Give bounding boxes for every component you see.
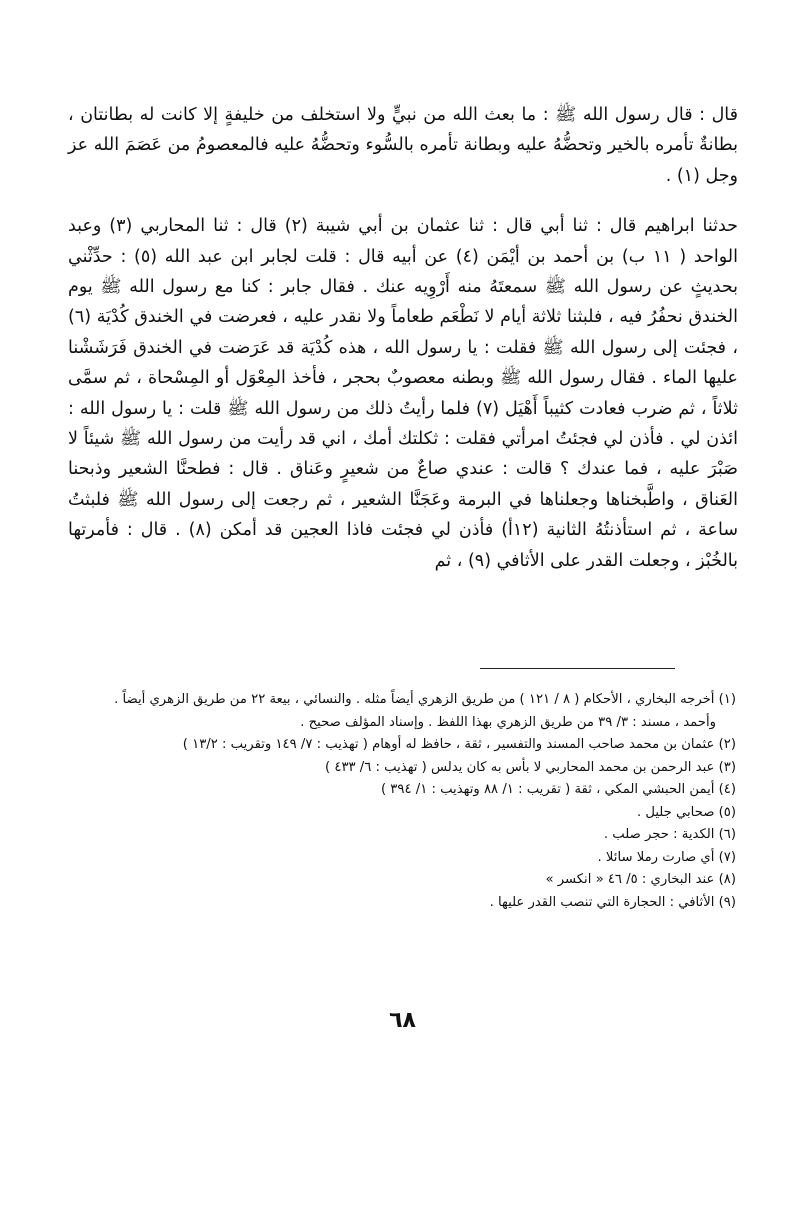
page-number: ٦٨: [389, 1008, 416, 1033]
footnote-2: (٢) عثمان بن محمد صاحب المسند والتفسير ، ثقة ، حافظ له أوهام ( تهذيب : ٧/ ١٤٩ وتقريب : ١٣/٢ ): [182, 737, 736, 752]
footnote-1: (١) أخرجه البخاري ، الأحكام ( ٨ / ١٢١ ) من طريق الزهري أيضاً مثله . والنسائي ، بيعة ٢٢ من طريق الزهري أيضاً .: [114, 692, 736, 707]
main-text-block: [68, 100, 738, 576]
footnote-8: (٨) عند البخاري : ٥/ ٤٦ « انكسر »: [545, 872, 736, 887]
footnote-4: (٤) أيمن الحبشي المكي ، ثقة ( تقريب : ١/ ٨٨ وتهذيب : ١/ ٣٩٤ ): [380, 782, 736, 797]
footnotes-section: [68, 689, 736, 914]
paragraph-khandaq-narration: حدثنا ابراهيم قال : ثنا أبي قال : ثنا عثمان بن أبي شيبة (٢) قال : ثنا المحاربي (٣) وعبد الواحد ( ١١ ب) بن أحمد بن أيْمَن (٤) عن أبيه قال : قلت لجابر ابن عبد الله (٥) : حدِّثْني بحديثٍ عن رسول الله ﷺ سمعتَهُ منه أَرْوِيه عنك . فقال جابر : كنا مع رسول الله ﷺ يوم الخندق نحفُرُ فيه ، فلبثنا ثلاثة أيام لا نَطْعَم طعاماً ولا نقدر عليه ، فعرضت في الخندق كُدْيَة (٦) ، فجئت إلى رسول الله ﷺ فقلت : يا رسول الله ، هذه كُدْيَة قد عَرَضت في الخندق فَرَشَشْنا عليها الماء . فقال رسول الله ﷺ وبطنه معصوبٌ بحجر ، فأخذ المِعْوَل أو المِسْحاة ، ثم سمَّى ثلاثاً ، ثم ضرب فعادت كثيباً أَهْيَل (٧) فلما رأيتُ ذلك من رسول الله ﷺ قلت : يا رسول الله : ائذن لي . فأذن لي فجئتُ امرأتي فقلت : ثكلتك أمك ، اني قد رأيت من رسول الله ﷺ شيئاً لا صَبْرَ عليه ، فما عندك ؟ قالت : عندي صاعٌ من شعيرٍ وعَناق . قال : فطحنَّا الشعير وذبحنا العَناق ، واطَّبخناها وجعلناها في البرمة وعَجَنَّا الشعير ، ثم رجعت إلى رسول الله ﷺ فلبثتُ ساعة ، ثم استأذنتُهُ الثانية (١٢أ) فأذن لي فجئت فاذا العجين قد أمكن (٨) . قال : فأمرتها بالخُبْز ، وجعلت القدر على الأثافي (٩) ، ثم: [68, 216, 739, 571]
footnote-1-continuation: وأحمد ، مسند : ٣/ ٣٩ من طريق الزهري بهذا اللفظ . وإسناد المؤلف صحيح .: [300, 714, 716, 730]
footnote-6: (٦) الكدية : حجر صلب .: [603, 827, 736, 842]
footnote-7: (٧) أي صارت رملا سائلا .: [597, 849, 736, 865]
footnote-9: (٩) الأثافي : الحجارة التي تنصب القدر عليها .: [489, 894, 736, 910]
footnote-5: (٥) صحابي جليل .: [636, 804, 736, 820]
footnote-separator: [480, 668, 675, 669]
footnote-3: (٣) عبد الرحمن بن محمد المحاربي لا بأس به كان يدلس ( تهذيب : ٦/ ٤٣٣ ): [325, 759, 736, 775]
paragraph-hadith-bitanah: قال : قال رسول الله ﷺ : ما بعث الله من نبيٍّ ولا استخلف من خليفةٍ إلا كانت له بطانتان ، بطانةٌ تأمره بالخير وتحضُّهُ عليه وبطانة تأمره بالسُّوء وتحضُّهُ عليه فالمعصومُ من عَصَمَ الله عز وجل (١) .: [68, 105, 738, 186]
